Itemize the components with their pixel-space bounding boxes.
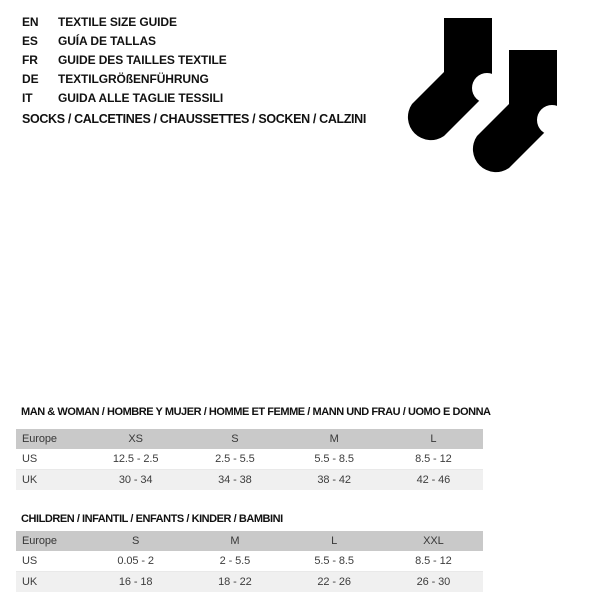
- language-label: TEXTILE SIZE GUIDE: [58, 15, 177, 29]
- column-header-size: S: [185, 429, 284, 449]
- size-cell: 34 - 38: [185, 470, 284, 491]
- socks-icon: [404, 18, 579, 178]
- size-cell: 0.05 - 2: [86, 551, 185, 572]
- table-row-us: [16, 551, 483, 572]
- language-code: FR: [22, 53, 38, 67]
- table-row-uk: [16, 572, 483, 593]
- size-cell: 5.5 - 8.5: [285, 551, 384, 572]
- table-row-us: [16, 449, 483, 470]
- size-cell: 2 - 5.5: [185, 551, 284, 572]
- size-cell: 26 - 30: [384, 572, 483, 593]
- table-title-adults: MAN & WOMAN / HOMBRE Y MUJER / HOMME ET FEMME / MANN UND FRAU / UOMO E DONNA: [21, 406, 491, 418]
- column-header-europe: Europe: [16, 429, 86, 449]
- column-header-size: L: [384, 429, 483, 449]
- column-header-size: L: [285, 531, 384, 551]
- column-header-size: XXL: [384, 531, 483, 551]
- language-row: [22, 70, 227, 89]
- category-title: SOCKS / CALCETINES / CHAUSSETTES / SOCKEN / CALZINI: [22, 112, 366, 126]
- region-label: UK: [16, 470, 86, 491]
- language-row: [22, 32, 227, 51]
- language-code: EN: [22, 15, 39, 29]
- size-cell: 8.5 - 12: [384, 551, 483, 572]
- language-row: [22, 89, 227, 108]
- size-cell: 5.5 - 8.5: [285, 449, 384, 470]
- size-cell: 22 - 26: [285, 572, 384, 593]
- size-cell: 18 - 22: [185, 572, 284, 593]
- table-header-row: [16, 531, 483, 551]
- size-cell: 8.5 - 12: [384, 449, 483, 470]
- column-header-size: S: [86, 531, 185, 551]
- region-label: UK: [16, 572, 86, 593]
- language-code: IT: [22, 91, 33, 105]
- language-list: [22, 13, 227, 108]
- size-cell: 16 - 18: [86, 572, 185, 593]
- region-label: US: [16, 449, 86, 470]
- size-cell: 30 - 34: [86, 470, 185, 491]
- size-cell: 12.5 - 2.5: [86, 449, 185, 470]
- table-header-row: [16, 429, 483, 449]
- language-label: TEXTILGRÖßENFÜHRUNG: [58, 72, 209, 86]
- language-label: GUIDE DES TAILLES TEXTILE: [58, 53, 227, 67]
- size-table-children: [16, 531, 483, 592]
- table-row-uk: [16, 470, 483, 491]
- language-code: DE: [22, 72, 39, 86]
- table-title-children: CHILDREN / INFANTIL / ENFANTS / KINDER / BAMBINI: [21, 513, 283, 525]
- size-table-adults: [16, 429, 483, 490]
- language-label: GUIDA ALLE TAGLIE TESSILI: [58, 91, 224, 105]
- column-header-size: XS: [86, 429, 185, 449]
- language-label: GUÍA DE TALLAS: [58, 34, 156, 48]
- region-label: US: [16, 551, 86, 572]
- sock-left-icon: [408, 18, 502, 140]
- size-cell: 38 - 42: [285, 470, 384, 491]
- language-row: [22, 13, 227, 32]
- size-cell: 42 - 46: [384, 470, 483, 491]
- column-header-size: M: [185, 531, 284, 551]
- column-header-size: M: [285, 429, 384, 449]
- column-header-europe: Europe: [16, 531, 86, 551]
- language-row: [22, 51, 227, 70]
- language-code: ES: [22, 34, 38, 48]
- size-cell: 2.5 - 5.5: [185, 449, 284, 470]
